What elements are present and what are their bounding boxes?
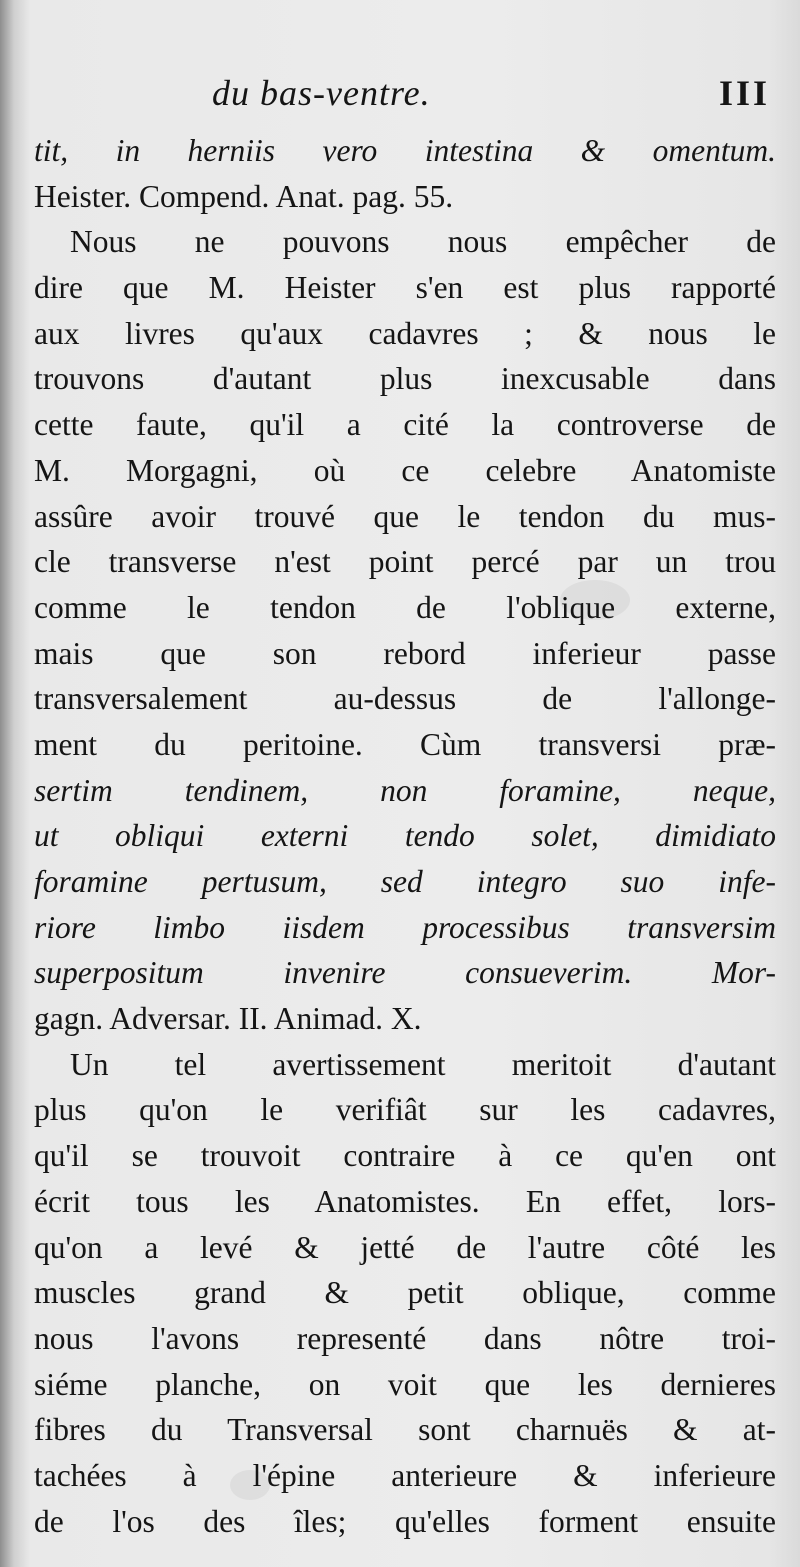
text-line: fibres du Transversal sont charnuës & at- <box>34 1412 776 1448</box>
text-line: Un tel avertissement meritoit d'autant <box>70 1046 776 1082</box>
text-line: ment du peritoine. Cùm transversi præ- <box>34 726 776 762</box>
text-line: qu'il se trouvoit contraire à ce qu'en ont <box>34 1138 776 1174</box>
text-line: nous l'avons representé dans nôtre troi- <box>34 1320 776 1356</box>
text-line: tit, in herniis vero intestina & omentum. <box>34 133 776 168</box>
text-line: muscles grand & petit oblique, comme <box>34 1275 776 1311</box>
text-line: Nous ne pouvons nous empêcher de <box>70 224 776 260</box>
text-line: comme le tendon de l'oblique externe, <box>34 589 776 625</box>
text-line: mais que son rebord inferieur passe <box>34 635 776 671</box>
running-head <box>34 70 776 128</box>
text-line: aux livres qu'aux cadavres ; & nous le <box>34 315 776 351</box>
text-line: sertim tendinem, non foramine, neque, <box>34 772 776 808</box>
text-line: tachées à l'épine anterieure & inferieure <box>34 1457 776 1493</box>
text-line: plus qu'on le verifiât sur les cadavres, <box>34 1092 776 1128</box>
text-line: gagn. Adversar. II. Animad. X. <box>34 1001 422 1037</box>
text-line: superpositum invenire consueverim. Mor- <box>34 955 776 991</box>
running-title: du bas-ventre. <box>212 73 431 113</box>
text-line: trouvons d'autant plus inexcusable dans <box>34 361 776 397</box>
text-line: M. Morgagni, où ce celebre Anatomiste <box>34 452 776 488</box>
text-line: cette faute, qu'il a cité la controverse de <box>34 407 776 443</box>
text-line: riore limbo iisdem processibus transversim <box>34 909 776 945</box>
text-line: transversalement au-dessus de l'allonge- <box>34 681 776 717</box>
text-line: Heister. Compend. Anat. pag. 55. <box>34 178 454 214</box>
page-text <box>34 70 776 1544</box>
text-line: foramine pertusum, sed integro suo infe- <box>34 864 776 899</box>
text-line: qu'on a levé & jetté de l'autre côté les <box>34 1229 776 1265</box>
text-line: ut obliqui externi tendo solet, dimidiato <box>34 818 776 854</box>
text-line: de l'os des îles; qu'elles forment ensuite <box>34 1503 776 1539</box>
text-line: écrit tous les Anatomistes. En effet, lors- <box>34 1183 776 1219</box>
text-line: dire que M. Heister s'en est plus rapporté <box>34 270 776 306</box>
text-line: assûre avoir trouvé que le tendon du mus- <box>34 498 776 534</box>
text-line: siéme planche, on voit que les dernieres <box>34 1366 776 1402</box>
page-number: III <box>718 73 770 113</box>
text-line: cle transverse n'est point percé par un trou <box>34 544 776 580</box>
